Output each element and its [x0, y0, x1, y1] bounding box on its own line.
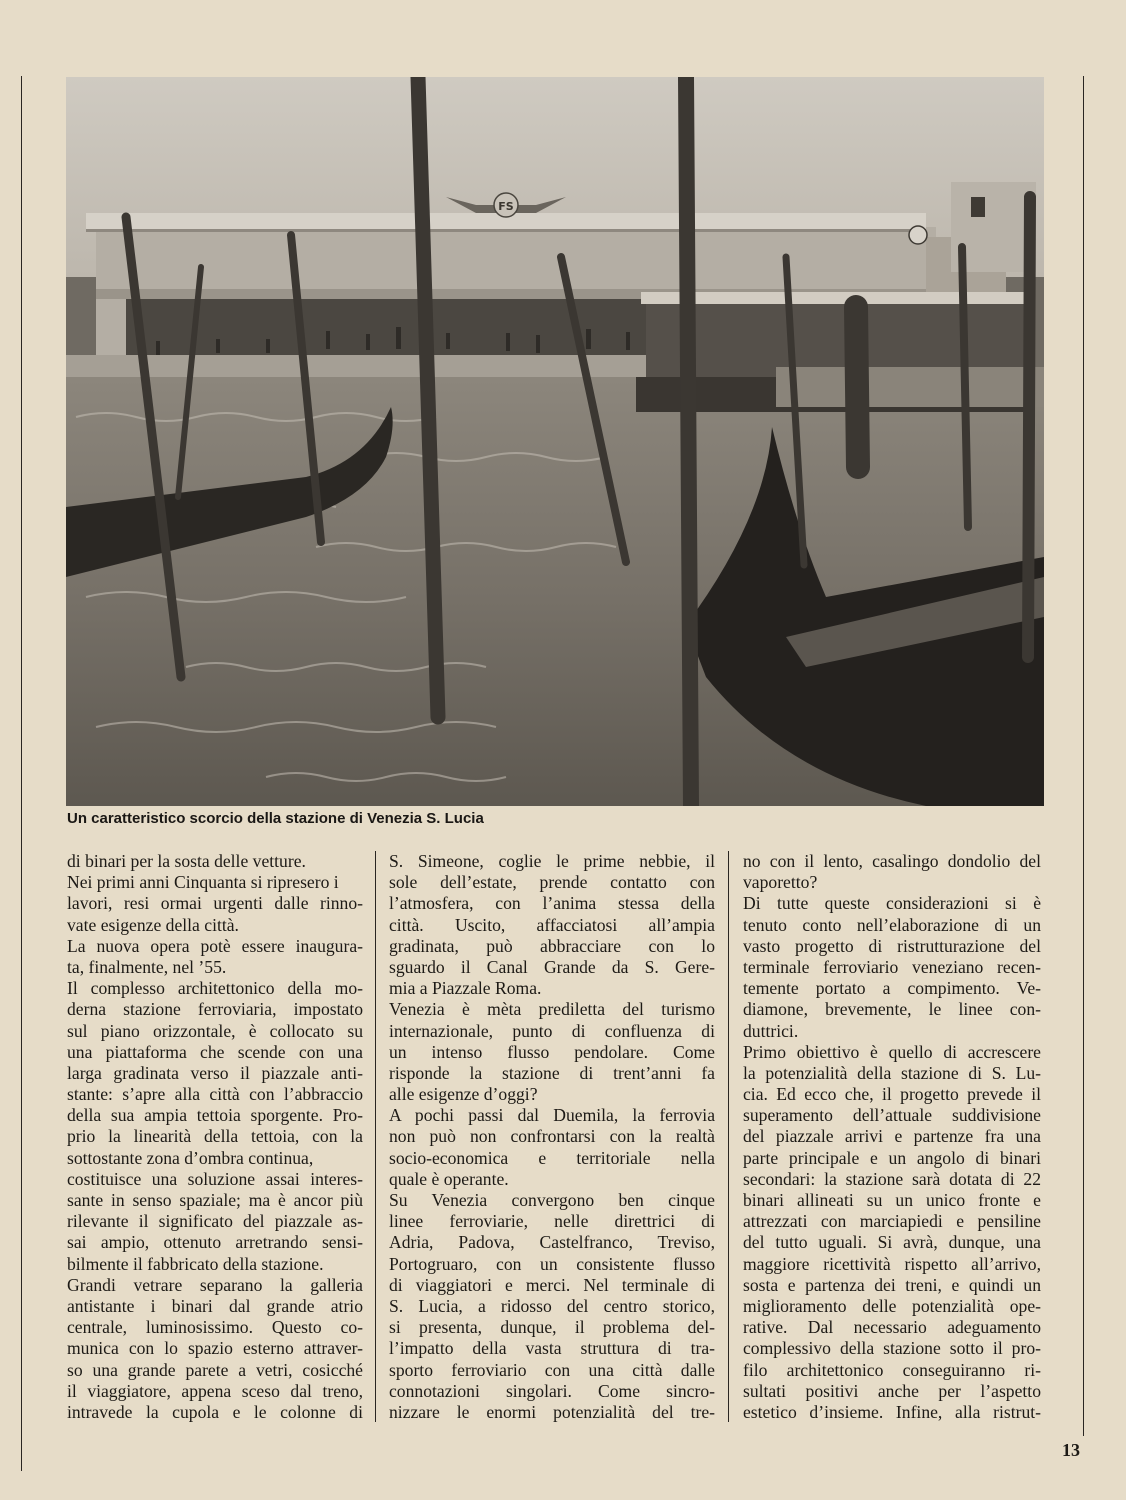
text-line: munica con lo spazio esterno attraver-: [67, 1338, 363, 1359]
text-line: temente portato a compimento. Ve-: [743, 978, 1041, 999]
text-line: un intenso flusso pendolare. Come: [389, 1041, 715, 1062]
text-line: sole dell’estate, prende contatto con: [389, 872, 715, 893]
text-line: rilevante il significato del piazzale as-: [67, 1211, 363, 1232]
text-line: l’atmosfera, con l’anima stessa della: [389, 893, 715, 914]
text-line: A pochi passi dal Duemila, la ferrovia: [389, 1105, 715, 1126]
text-line: miglioramento delle potenzialità ope-: [743, 1295, 1041, 1316]
text-line: sosta e partenza dei treni, e quindi un: [743, 1274, 1041, 1295]
text-line: risponde la stazione di trent’anni fa: [389, 1062, 715, 1083]
text-line: no con il lento, casalingo dondolio del: [743, 851, 1041, 871]
text-line: binari allineati su un unico fronte e: [743, 1190, 1041, 1210]
text-line: rative. Dal necessario adeguamento: [743, 1317, 1041, 1338]
text-line: sguardo il Canal Grande da S. Gere-: [389, 956, 715, 977]
photo-caption: Un caratteristico scorcio della stazione di Venezia S. Lucia: [67, 810, 484, 827]
text-line: alle esigenze d’oggi?: [389, 1084, 538, 1105]
text-line: nizzare le enormi potenzialità del tre-: [389, 1401, 715, 1422]
text-line: Grandi vetrare separano la galleria: [67, 1274, 363, 1295]
text-line: secondari: la stazione sarà dotata di 22: [743, 1168, 1041, 1189]
station-photo: [66, 77, 1044, 806]
text-line: socio-economica e territoriale nella: [389, 1147, 715, 1168]
text-line: sul piano orizzontale, è collocato su: [67, 1020, 363, 1041]
text-line: duttrici.: [743, 1020, 799, 1041]
text-line: intravede la cupola e le colonne di: [67, 1401, 363, 1422]
text-line: la potenzialità della stazione di S. Lu-: [743, 1062, 1041, 1083]
station-photo-illustration: [66, 77, 1044, 806]
text-line: superamento dell’attuale suddivisione: [743, 1105, 1041, 1126]
page-number: 13: [1062, 1440, 1080, 1460]
text-line: prio la linearità della tettoia, con la: [67, 1126, 363, 1147]
text-line: mia a Piazzale Roma.: [389, 978, 542, 999]
text-line: La nuova opera potè essere inaugura-: [67, 935, 363, 956]
text-line: stante: s’apre alla città con l’abbraccio: [67, 1084, 363, 1105]
text-line: S. Lucia, a ridosso del centro storico,: [389, 1295, 715, 1316]
text-line: complessivo della stazione sotto il pro-: [743, 1338, 1041, 1359]
text-line: parte principale e un angolo di binari: [743, 1147, 1041, 1168]
text-line: città. Uscito, affacciatosi all’ampia: [389, 914, 715, 935]
text-line: del tutto uguali. Si avrà, dunque, una: [743, 1232, 1041, 1253]
text-line: Di tutte queste considerazioni si è: [743, 893, 1041, 914]
text-line: Portogruaro, con un consistente flusso: [389, 1253, 715, 1274]
text-line: antistante i binari dal grande atrio: [67, 1295, 363, 1316]
quay: [66, 355, 706, 377]
text-line: linee ferroviarie, nelle direttrici di: [389, 1211, 715, 1232]
right-margin-rule: [1083, 76, 1084, 1436]
text-line: sante in senso spaziale; ma è ancor più: [67, 1190, 363, 1210]
text-column-3: [743, 851, 1041, 1423]
text-line: sottostante zona d’ombra continua,: [67, 1147, 314, 1168]
text-line: di binari per la sosta delle vetture.: [67, 851, 306, 871]
text-line: connotazioni singolari. Come sincro-: [389, 1380, 715, 1401]
text-line: di viaggiatori e merci. Nel terminale di: [389, 1274, 715, 1295]
text-line: della sua ampia tettoia sporgente. Pro-: [67, 1105, 363, 1126]
text-line: Su Venezia convergono ben cinque: [389, 1190, 715, 1210]
vaporetto-stop: [636, 292, 1044, 412]
text-line: costituisce una soluzione assai interes-: [67, 1168, 363, 1189]
text-line: cia. Ed ecco che, il progetto prevede il: [743, 1084, 1041, 1105]
text-line: terminale ferroviario veneziano recen-: [743, 956, 1041, 977]
text-line: l’impatto della vasta struttura di tra-: [389, 1338, 715, 1359]
text-line: Il complesso architettonico della mo-: [67, 978, 363, 999]
left-margin-rule: [21, 76, 22, 1471]
text-line: Venezia è mèta prediletta del turismo: [389, 999, 715, 1020]
text-line: vate esigenze della città.: [67, 914, 239, 935]
text-line: internazionale, punto di confluenza di: [389, 1020, 715, 1041]
text-line: sultati positivi anche per l’aspetto: [743, 1380, 1041, 1401]
text-column-1: [67, 851, 363, 1423]
text-line: Adria, Padova, Castelfranco, Treviso,: [389, 1232, 715, 1253]
text-line: lavori, resi ormai urgenti dalle rinno-: [67, 893, 363, 914]
text-line: filo architettonico conseguiranno ri-: [743, 1359, 1041, 1380]
text-line: S. Simeone, coglie le prime nebbie, il: [389, 851, 715, 871]
text-line: so una grande parete a vetri, cosicché: [67, 1359, 363, 1380]
text-line: il viaggiatore, appena sceso dal treno,: [67, 1380, 363, 1401]
text-line: Primo obiettivo è quello di accrescere: [743, 1041, 1041, 1062]
text-line: sporto ferroviario con una città dalle: [389, 1359, 715, 1380]
text-line: estetico d’insieme. Infine, alla ristrut-: [743, 1401, 1041, 1422]
text-line: tenuto conto nell’elaborazione di un: [743, 914, 1041, 935]
text-line: si presenta, dunque, il problema del-: [389, 1317, 715, 1338]
text-line: larga gradinata verso il piazzale anti-: [67, 1062, 363, 1083]
text-line: quale è operante.: [389, 1168, 509, 1189]
clock-icon: [909, 226, 927, 244]
text-line: derna stazione ferroviaria, impostato: [67, 999, 363, 1020]
text-line: del piazzale arrivi e partenze fra una: [743, 1126, 1041, 1147]
column-rule-1: [375, 851, 376, 1422]
text-column-2: [389, 851, 715, 1423]
fs-logo-text: FS: [498, 200, 514, 213]
text-line: attrezzati con marciapiedi e pensiline: [743, 1211, 1041, 1232]
text-line: centrale, luminosissimo. Questo co-: [67, 1317, 363, 1338]
text-line: sai ampio, ottenuto arretrando sensi-: [67, 1232, 363, 1253]
text-line: bilmente il fabbricato della stazione.: [67, 1253, 324, 1274]
text-line: maggiore ricettività rispetto all’arrivo,: [743, 1253, 1041, 1274]
text-line: ta, finalmente, nel ’55.: [67, 956, 227, 977]
text-line: diamone, brevemente, le linee con-: [743, 999, 1041, 1020]
text-line: Nei primi anni Cinquanta si ripresero i: [67, 872, 339, 893]
text-line: gradinata, può abbracciare con lo: [389, 935, 715, 956]
text-line: vaporetto?: [743, 872, 818, 893]
column-rule-2: [728, 851, 729, 1422]
text-line: non può non confrontarsi con la realtà: [389, 1126, 715, 1147]
text-line: una piattaforma che scende con una: [67, 1041, 363, 1062]
text-line: vasto progetto di ristrutturazione del: [743, 935, 1041, 956]
